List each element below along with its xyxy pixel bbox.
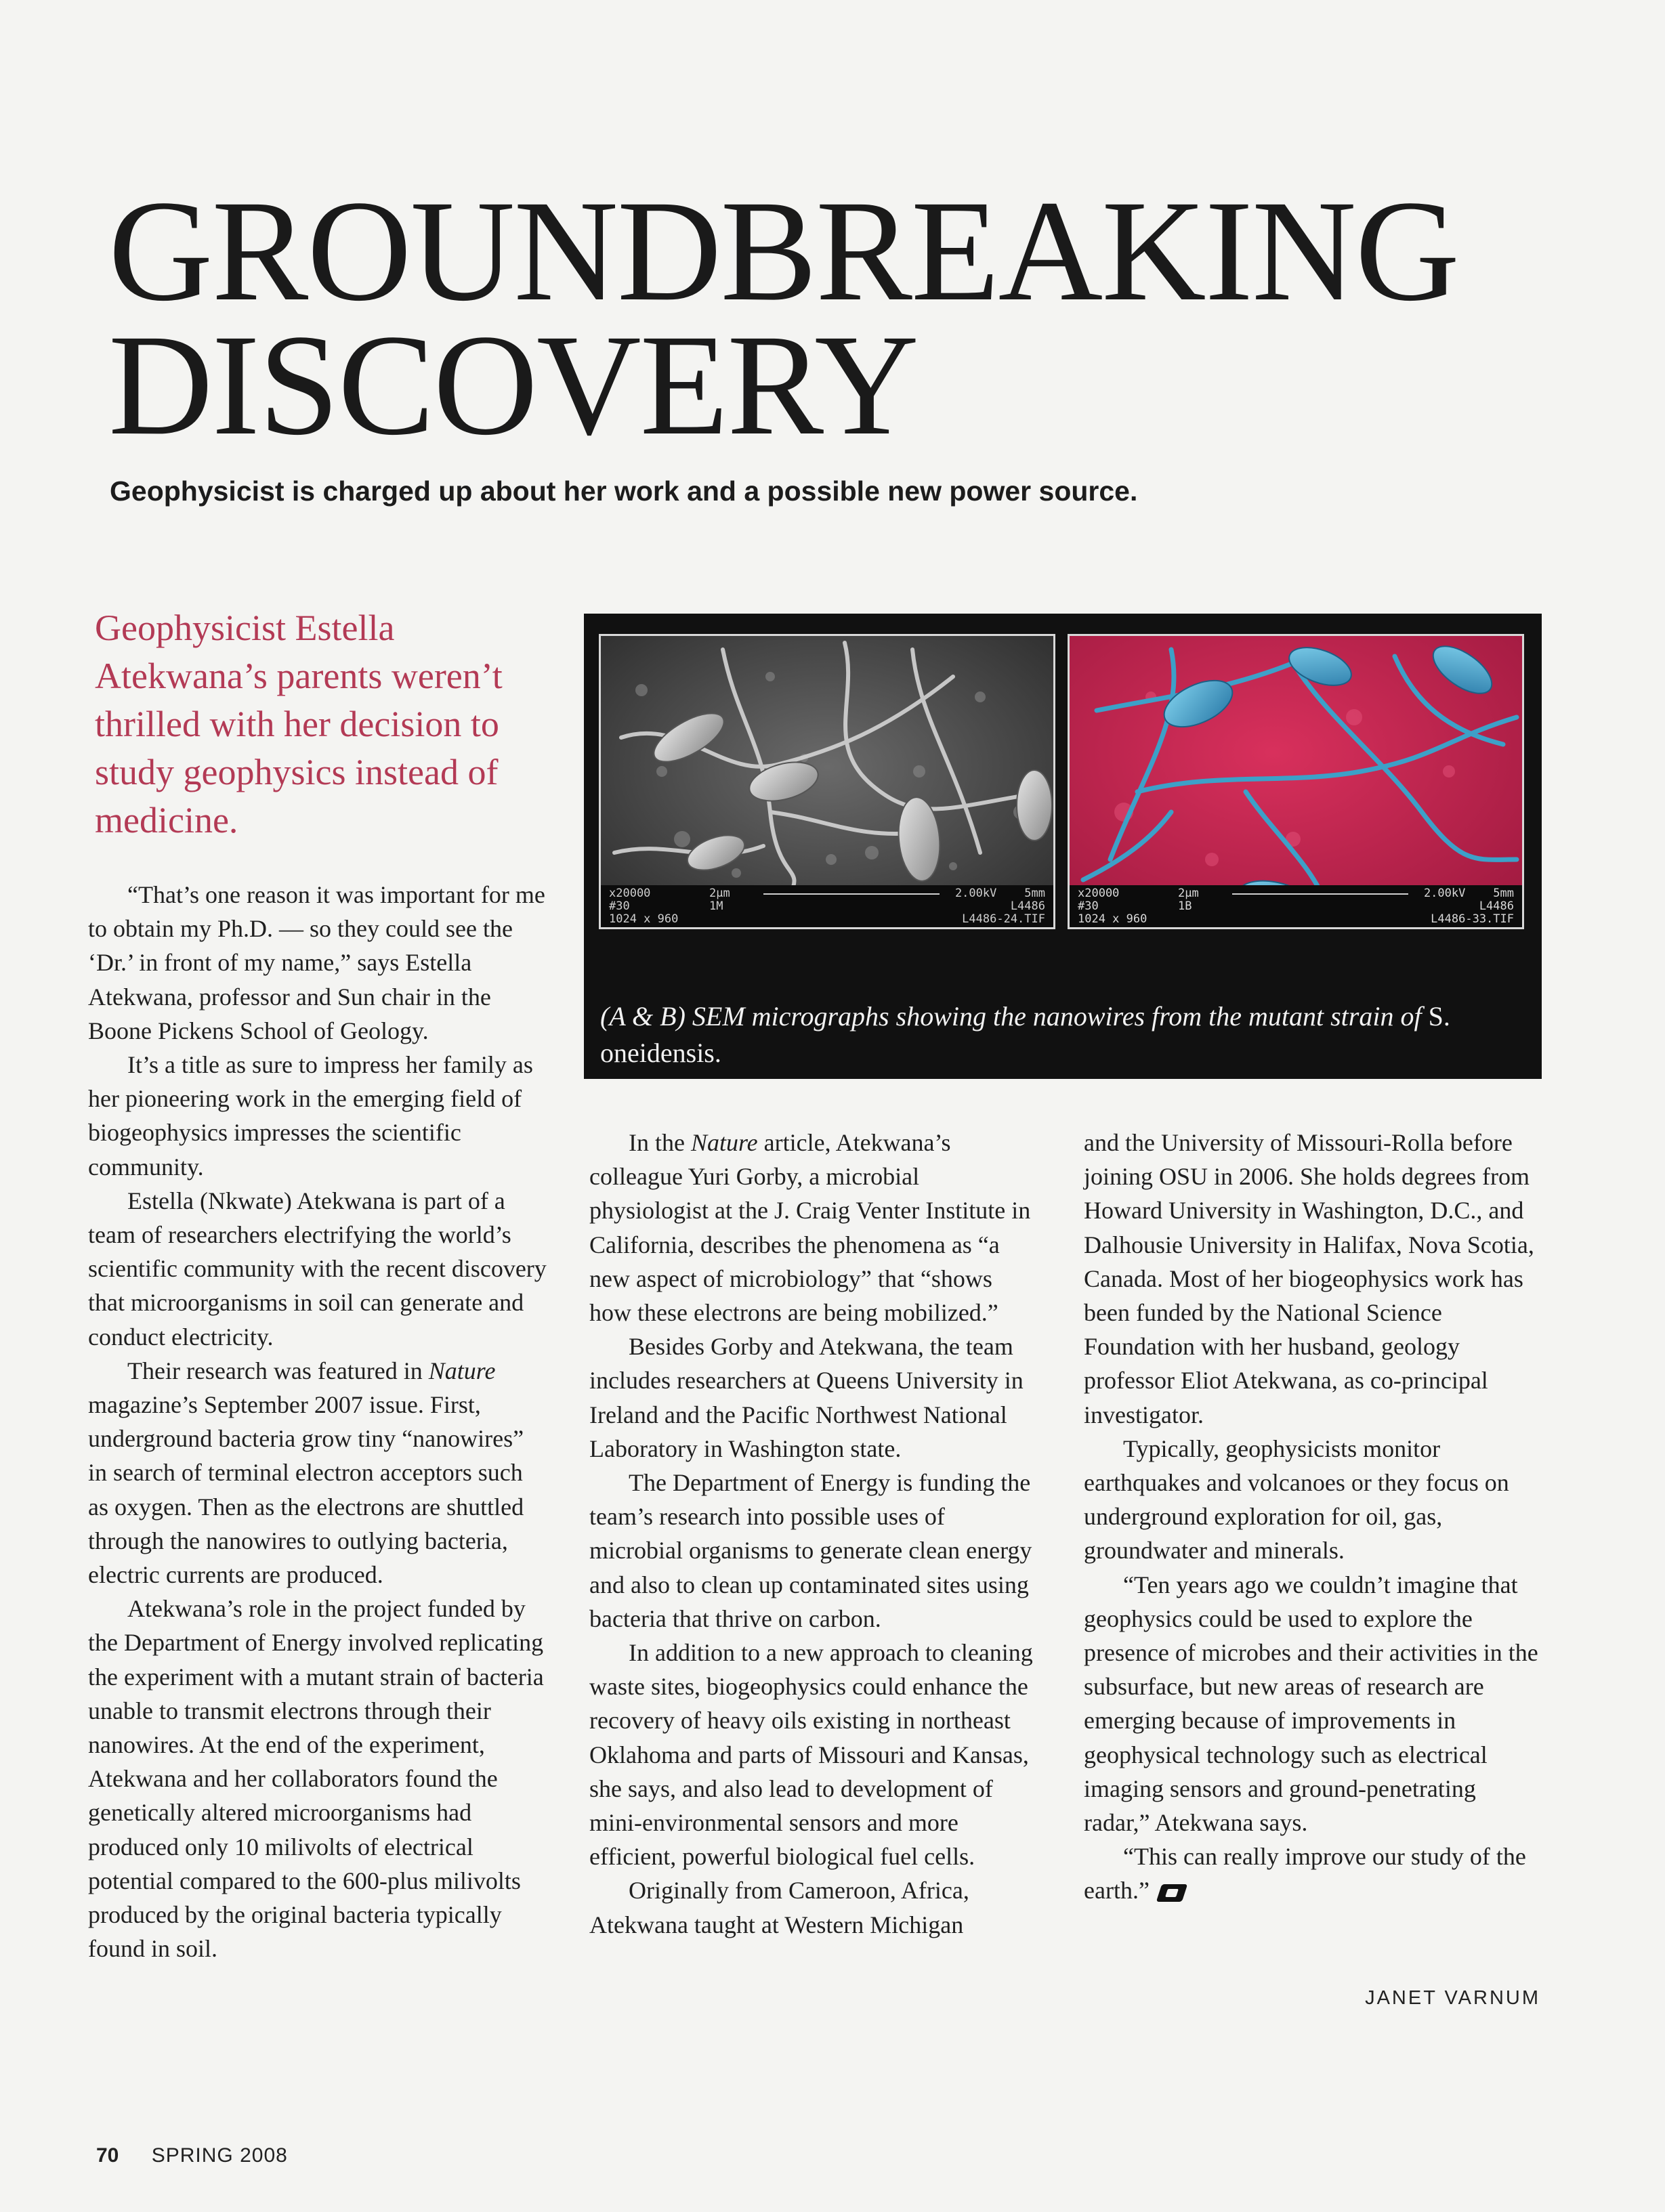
journal-name: Nature: [428, 1357, 496, 1384]
paragraph: Originally from Cameroon, Africa, Atekwana taught at Western Michigan: [589, 1877, 969, 1938]
journal-name: Nature: [690, 1129, 758, 1156]
sem-a-scale-bar: [763, 893, 940, 895]
text-run: “This can really improve our study of the earth.”: [1084, 1843, 1526, 1905]
paragraph: [88, 1354, 549, 1592]
sem-data-strip-a: [601, 885, 1053, 927]
caption-species: S. oneidensis: [600, 1001, 1450, 1068]
article-title: [108, 171, 1459, 465]
sem-data-strip-b: [1070, 885, 1522, 927]
sem-a-magnification: x20000 #30 1024 x 960: [609, 887, 679, 926]
article-subtitle: Geophysicist is charged up about her work and a possible new power source.: [110, 475, 1138, 507]
paragraph: “Ten years ago we couldn’t imagine that geophysics could be used to explore the presence of microbes and their activities in the subsurface, but new areas of research are emerging because of improvements in geophysical technology such as electrical imaging sensors and ground-penetrating radar,” Atekwana says.: [1084, 1571, 1538, 1837]
sem-image-b: [1070, 636, 1522, 927]
paragraph: Typically, geophysicists monitor earthquakes and volcanoes or they focus on underground exploration for oil, gas, groundwater and minerals.: [1084, 1434, 1509, 1565]
page-footer: [96, 2144, 288, 2167]
page-number: 70: [96, 2144, 119, 2167]
text-run: Their research was featured in: [127, 1357, 429, 1384]
sem-image-a: [601, 636, 1053, 927]
paragraph: Estella (Nkwate) Atekwana is part of a team of researchers electrifying the world’s scientific community with the recent discovery that microorganisms in soil can generate and conduct electricity.: [88, 1187, 547, 1350]
column-2: [589, 1126, 1036, 1942]
column-3: [1084, 1126, 1544, 1908]
sem-micrograph-a: [599, 634, 1055, 929]
title-line-1: GROUNDBREAKING: [108, 171, 1459, 331]
title-line-2: DISCOVERY: [108, 305, 918, 465]
figure-caption: [600, 998, 1521, 1071]
text-run: magazine’s September 2007 issue. First, underground bacteria grow tiny “nanowires” in search of terminal electron acceptors such as oxygen. Then as the electrons are shuttled through the nanowires to outlying bacteria, electric currents are produced.: [88, 1391, 524, 1589]
caption-period: .: [714, 1038, 721, 1068]
paragraph: [589, 1126, 1036, 1330]
sem-b-scale-bar: [1232, 893, 1408, 895]
paragraph: “That’s one reason it was important for me to obtain my Ph.D. — so they could see the ‘Dr.’ in front of my name,” says Estella Atekwana, professor and Sun chair in the Boone Pickens School of Geology.: [88, 881, 545, 1044]
paragraph: The Department of Energy is funding the team’s research into possible uses of microbial organisms to generate clean energy and also to clean up contaminated sites using bacteria that thrive on carbon.: [589, 1469, 1032, 1632]
sem-a-file-info: 2.00kV 5mm L4486 L4486-24.TIF: [954, 887, 1045, 926]
sem-b-magnification: x20000 #30 1024 x 960: [1078, 887, 1147, 926]
paragraph: Besides Gorby and Atekwana, the team includes researchers at Queens University in Ireland and the Pacific Northwest National Laboratory in Washington state.: [589, 1333, 1024, 1462]
column-1: [88, 878, 549, 1966]
issue-label: SPRING 2008: [151, 2144, 288, 2167]
paragraph: and the University of Missouri-Rolla before joining OSU in 2006. She holds degrees from Howard University in Washington, D.C., and Dalhousie University in Halifax, Nova Scotia, Canada. Most of her biogeophysics work has been funded by the National Science Foundation with her husband, geology professor Eliot Atekwana, as co-principal investigator.: [1084, 1129, 1534, 1428]
paragraph: In addition to a new approach to cleaning waste sites, biogeophysics could enhance the recovery of heavy oils existing in northeast Oklahoma and parts of Missouri and Kansas, she says, and also lead to development of mini-environmental sensors and more efficient, powerful biological fuel cells.: [589, 1639, 1033, 1871]
text-run: In the: [629, 1129, 691, 1156]
sem-micrograph-b: [1068, 634, 1524, 929]
caption-text: (A & B) SEM micrographs showing the nanowires from the mutant strain of: [600, 1001, 1429, 1031]
pull-quote: Geophysicist Estella Atekwana’s parents weren’t thrilled with her decision to study geophysics instead of medicine.: [95, 608, 503, 841]
author-byline: JANET VARNUM: [1365, 1987, 1540, 2009]
text-run: article, Atekwana’s colleague Yuri Gorby, a microbial physiologist at the J. Craig Venter Institute in California, describes the phenomena as “a new aspect of microbiology” that “shows how these electrons are being mobilized.”: [589, 1129, 1031, 1327]
sem-figure: [584, 614, 1542, 1079]
sem-a-scale: 2µm 1M: [709, 887, 730, 913]
end-mark-icon: [1156, 1884, 1187, 1902]
paragraph: [1084, 1839, 1544, 1907]
sem-b-scale: 2µm 1B: [1178, 887, 1199, 913]
paragraph: Atekwana’s role in the project funded by the Department of Energy involved replicating the experiment with a mutant strain of bacteria unable to transmit electrons through their nanowires. At the end of the experiment, Atekwana and her collaborators found the genetically altered microorganisms had produced only 10 milivolts of electrical potential compared to the 600-plus milivolts produced by the original bacteria typically found in soil.: [88, 1595, 544, 1963]
paragraph: It’s a title as sure to impress her family as her pioneering work in the emerging field of biogeophysics impresses the scientific community.: [88, 1051, 533, 1181]
sem-b-file-info: 2.00kV 5mm L4486 L4486-33.TIF: [1423, 887, 1514, 926]
